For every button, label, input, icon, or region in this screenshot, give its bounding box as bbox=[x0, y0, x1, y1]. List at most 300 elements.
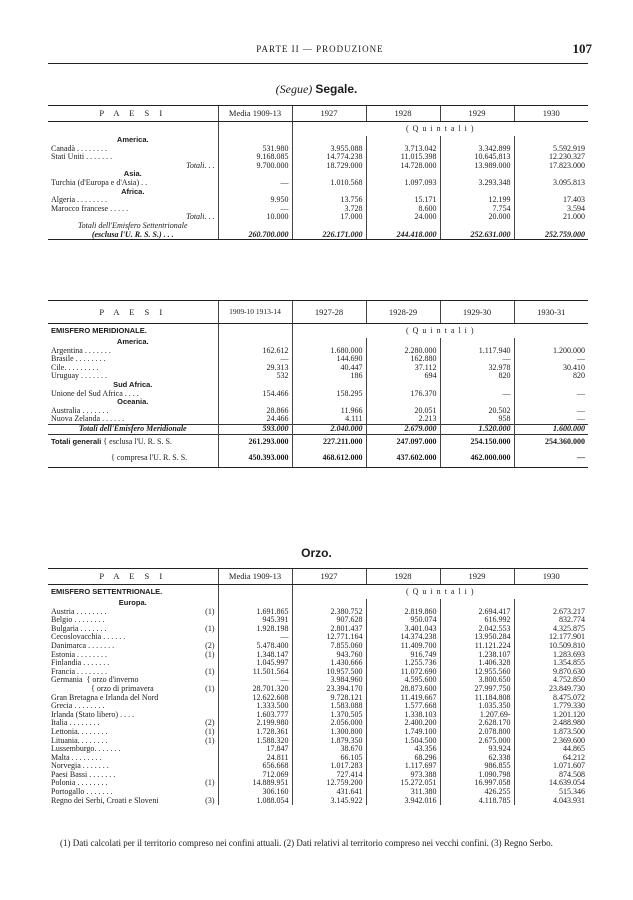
blank bbox=[218, 136, 292, 145]
cell-value: 1.088.054 bbox=[218, 797, 292, 806]
blank bbox=[218, 324, 292, 339]
cell-value: 2.673.217 bbox=[514, 608, 588, 617]
cell-value: 10.957.500 bbox=[292, 668, 366, 677]
row-label: Brasile . . . . . . . . bbox=[51, 355, 106, 364]
row-label: Totali. . . bbox=[186, 213, 215, 222]
group-label: America. bbox=[116, 338, 149, 346]
table-row bbox=[48, 711, 588, 720]
table-row bbox=[48, 398, 588, 407]
cell-value: — bbox=[218, 205, 292, 214]
cell-value: 2.400.200 bbox=[366, 719, 440, 728]
cell-value: 11.966 bbox=[292, 407, 366, 416]
cell-value: 820 bbox=[514, 372, 588, 381]
note-ref: (2) bbox=[205, 641, 215, 650]
cell-value: 1.200.000 bbox=[514, 347, 588, 356]
cell-value: 426.255 bbox=[440, 788, 514, 797]
header-row bbox=[48, 301, 588, 324]
row-label: Uruguay . . . . . . . bbox=[51, 372, 107, 381]
note-ref: (1) bbox=[205, 650, 215, 659]
cell-value: — bbox=[440, 390, 514, 399]
cell-value: 616.992 bbox=[440, 616, 514, 625]
table-row bbox=[48, 153, 588, 162]
cell-value: 1.097.093 bbox=[366, 179, 440, 188]
header-title: PARTE II — PRODUZIONE bbox=[256, 44, 384, 54]
row-label: Argentina . . . . . . . bbox=[51, 346, 111, 355]
table-row bbox=[48, 788, 588, 797]
blank bbox=[440, 188, 514, 197]
row-label bbox=[48, 676, 198, 685]
blank bbox=[366, 381, 440, 390]
cell-value: 7.754 bbox=[440, 205, 514, 214]
cell-value: 1.370.505 bbox=[292, 711, 366, 720]
column-header: 1909-10 1913-14 bbox=[218, 301, 292, 324]
cell-value: 2.801.437 bbox=[292, 625, 366, 634]
cell-value: 656.668 bbox=[218, 762, 292, 771]
cell-value: 28.866 bbox=[218, 407, 292, 416]
cell-value: — bbox=[218, 633, 292, 642]
cell-value: 3.942.016 bbox=[366, 797, 440, 806]
cell-value: 28.701.320 bbox=[218, 685, 292, 694]
row-label: Italia . . . . . . . . bbox=[51, 719, 100, 728]
table-row bbox=[48, 355, 588, 364]
cell-value: 227.211.000 bbox=[292, 434, 366, 451]
cell-value: 532 bbox=[218, 372, 292, 381]
cell-value: 11.121.224 bbox=[440, 642, 514, 651]
note-ref bbox=[198, 754, 218, 763]
blank bbox=[514, 398, 588, 407]
cell-value: 1.071.607 bbox=[514, 762, 588, 771]
cell-value: 30.410 bbox=[514, 364, 588, 373]
column-header: 1927-28 bbox=[292, 301, 366, 324]
cell-value: 1.017.283 bbox=[292, 762, 366, 771]
cell-value: 462.000.000 bbox=[440, 451, 514, 468]
table-row bbox=[48, 754, 588, 763]
blank bbox=[514, 381, 588, 390]
row-label: Stati Uniti . . . . . . . bbox=[51, 153, 113, 162]
table-row bbox=[48, 616, 588, 625]
row-label: Nuova Zelanda . . . . . . bbox=[51, 415, 125, 424]
cell-value: 1.749.100 bbox=[366, 728, 440, 737]
row-label: Totali dell'Emisfero Meridionale bbox=[48, 424, 218, 434]
cell-value: 2.675.000 bbox=[440, 737, 514, 746]
cell-value: 11.501.564 bbox=[218, 668, 292, 677]
cell-value: 66.105 bbox=[292, 754, 366, 763]
table-row bbox=[48, 390, 588, 399]
row-label: Gran Bretagna e Irlanda del Nord bbox=[51, 693, 159, 702]
cell-value: 306.160 bbox=[218, 788, 292, 797]
row-label: Totali. . . bbox=[186, 161, 215, 170]
row-label: Lussemburgo. . . . . . . bbox=[51, 745, 121, 754]
row-label: Lituania. . . . . . . . bbox=[51, 736, 108, 745]
cell-value: 1.045.997 bbox=[218, 659, 292, 668]
blank bbox=[440, 338, 514, 347]
blank bbox=[218, 222, 292, 231]
blank bbox=[514, 222, 588, 231]
cell-value: 247.097.000 bbox=[366, 434, 440, 451]
cell-value: 24.811 bbox=[218, 754, 292, 763]
cell-value: 4.752.850 bbox=[514, 676, 588, 685]
cell-value: 176.370 bbox=[366, 390, 440, 399]
cell-value: 1.504.500 bbox=[366, 737, 440, 746]
cell-value: 1.779.330 bbox=[514, 702, 588, 711]
cell-value: — bbox=[218, 355, 292, 364]
cell-value: 943.760 bbox=[292, 651, 366, 660]
row-label: Lettonia. . . . . . . . bbox=[51, 727, 108, 736]
cell-value: 2.694.417 bbox=[440, 608, 514, 617]
row-label: Grecia . . . . . . . . bbox=[51, 702, 105, 711]
cell-value: 244.418.000 bbox=[366, 231, 440, 240]
blank bbox=[440, 599, 514, 608]
table-row bbox=[48, 451, 588, 468]
column-header: 1929-30 bbox=[440, 301, 514, 324]
footnote: (1) Dati calcolati per il territorio compreso nei confini attuali. (2) Dati relativi al territorio compreso nei vecchi confini. (3) Regno Serbo. bbox=[60, 838, 553, 848]
table-row bbox=[48, 599, 588, 608]
cell-value: 916.749 bbox=[366, 651, 440, 660]
cell-value: 254.150.000 bbox=[440, 434, 514, 451]
cell-value: 1.600.000 bbox=[514, 424, 588, 434]
cell-value: 2.628.170 bbox=[440, 719, 514, 728]
cell-value: 2.679.000 bbox=[366, 424, 440, 434]
cell-value: 11.072.690 bbox=[366, 668, 440, 677]
cell-value: 5.592.919 bbox=[514, 145, 588, 154]
cell-value: 1.238.107 bbox=[440, 651, 514, 660]
cell-value: 820 bbox=[440, 372, 514, 381]
cell-value: 3.342.899 bbox=[440, 145, 514, 154]
country-label: Germania bbox=[51, 676, 83, 685]
title-prefix: (Segue) bbox=[275, 82, 313, 96]
note-ref bbox=[198, 702, 218, 711]
blank bbox=[218, 338, 292, 347]
note-ref bbox=[198, 711, 218, 720]
cell-value: 712.069 bbox=[218, 771, 292, 780]
note-ref: (2) bbox=[205, 719, 215, 728]
cell-value: 64.212 bbox=[514, 754, 588, 763]
cell-value: — bbox=[514, 407, 588, 416]
blank bbox=[514, 170, 588, 179]
cell-value: 1.879.350 bbox=[292, 737, 366, 746]
cell-value: 2.280.000 bbox=[366, 347, 440, 356]
cell-value: 162.880 bbox=[366, 355, 440, 364]
cell-value: 9.950 bbox=[218, 196, 292, 205]
cell-value: 23.849.730 bbox=[514, 685, 588, 694]
cell-value: 11.419.667 bbox=[366, 694, 440, 703]
cell-value: 3.594 bbox=[514, 205, 588, 214]
note-ref bbox=[198, 762, 218, 771]
blank bbox=[440, 222, 514, 231]
cell-value: 3.713.042 bbox=[366, 145, 440, 154]
note-ref: (1) bbox=[205, 607, 215, 616]
cell-value: 28.873.600 bbox=[366, 685, 440, 694]
note-ref: (1) bbox=[205, 684, 215, 693]
unit-label: ( Q u i n t a l i ) bbox=[292, 585, 588, 600]
table-row bbox=[48, 213, 588, 222]
blank bbox=[514, 338, 588, 347]
blank bbox=[366, 222, 440, 231]
cell-value: 252.631.000 bbox=[440, 231, 514, 240]
cell-value: 1.430.666 bbox=[292, 659, 366, 668]
cell-value: 907.628 bbox=[292, 616, 366, 625]
brace: { bbox=[111, 453, 117, 463]
cell-value: 4.595.600 bbox=[366, 676, 440, 685]
table-row bbox=[48, 170, 588, 179]
cell-value: 14.774.238 bbox=[292, 153, 366, 162]
cell-value: 4.111 bbox=[292, 415, 366, 424]
table-row bbox=[48, 372, 588, 381]
table-row bbox=[48, 737, 588, 746]
cell-value: 24.466 bbox=[218, 415, 292, 424]
cell-value: 986.855 bbox=[440, 762, 514, 771]
blank bbox=[292, 170, 366, 179]
cell-value: 2.819.860 bbox=[366, 608, 440, 617]
cell-value: 12.622.608 bbox=[218, 694, 292, 703]
table-row bbox=[48, 694, 588, 703]
blank bbox=[366, 188, 440, 197]
column-header: 1928-29 bbox=[366, 301, 440, 324]
cell-value: 2.380.752 bbox=[292, 608, 366, 617]
column-header: P A E S I bbox=[48, 106, 218, 122]
group-label: Sud Africa. bbox=[113, 380, 153, 389]
unit-row bbox=[48, 122, 588, 137]
cell-value: 15.171 bbox=[366, 196, 440, 205]
unit-row bbox=[48, 324, 588, 339]
cell-value: 17.000 bbox=[292, 213, 366, 222]
blank bbox=[218, 599, 292, 608]
cell-value: 2.042.553 bbox=[440, 625, 514, 634]
cell-value: 12.955.560 bbox=[440, 668, 514, 677]
cell-value: 154.466 bbox=[218, 390, 292, 399]
blank bbox=[366, 599, 440, 608]
table-row bbox=[48, 633, 588, 642]
column-header: 1929 bbox=[440, 569, 514, 585]
cell-value: 21.000 bbox=[514, 213, 588, 222]
blank bbox=[514, 136, 588, 145]
cell-value: 1.090.798 bbox=[440, 771, 514, 780]
cell-value: 945.391 bbox=[218, 616, 292, 625]
table-row bbox=[48, 196, 588, 205]
cell-value: 17.823.000 bbox=[514, 162, 588, 171]
cell-value: 226.171.000 bbox=[292, 231, 366, 240]
group-label: Africa. bbox=[121, 187, 145, 196]
row-label: Marocco francese . . . . . bbox=[51, 204, 129, 213]
cell-value: 2.040.000 bbox=[292, 424, 366, 434]
row-label: Turchia (d'Europa e d'Asia) . . bbox=[51, 178, 148, 187]
cell-value: 12.199 bbox=[440, 196, 514, 205]
cell-value: 9.168.085 bbox=[218, 153, 292, 162]
table-row bbox=[48, 728, 588, 737]
blank bbox=[292, 338, 366, 347]
column-header: 1930 bbox=[514, 569, 588, 585]
cell-value: — bbox=[514, 451, 588, 468]
cell-value: 186 bbox=[292, 372, 366, 381]
cell-value: 1.680.000 bbox=[292, 347, 366, 356]
column-header: 1930-31 bbox=[514, 301, 588, 324]
title-main: Segale. bbox=[315, 82, 358, 96]
cell-value: 11.409.700 bbox=[366, 642, 440, 651]
blank bbox=[292, 188, 366, 197]
table-row bbox=[48, 719, 588, 728]
blank bbox=[48, 122, 218, 137]
row-label: Cile. . . . . . . . . bbox=[51, 363, 99, 372]
cell-value: 1.348.147 bbox=[218, 651, 292, 660]
note-ref bbox=[198, 633, 218, 642]
table-row bbox=[48, 188, 588, 197]
column-header: 1929 bbox=[440, 106, 514, 122]
table-row bbox=[48, 347, 588, 356]
cell-value: 17.403 bbox=[514, 196, 588, 205]
row-label bbox=[48, 434, 218, 451]
row-label: Australia . . . . . . . bbox=[51, 406, 109, 415]
table-row bbox=[48, 685, 588, 694]
table-row bbox=[48, 762, 588, 771]
row-label: Finlandia . . . . . . . bbox=[51, 659, 110, 668]
cell-value: 7.855.060 bbox=[292, 642, 366, 651]
column-header: 1928 bbox=[366, 106, 440, 122]
cell-value: 4.043.931 bbox=[514, 797, 588, 806]
sub-label: compresa l'U. R. S. S. bbox=[116, 453, 188, 463]
cell-value: 1.010.568 bbox=[292, 179, 366, 188]
table-row bbox=[48, 642, 588, 651]
table-row bbox=[48, 407, 588, 416]
cell-value: 14.374.238 bbox=[366, 633, 440, 642]
cell-value: 10.509.810 bbox=[514, 642, 588, 651]
orzo-table bbox=[48, 568, 588, 805]
note-ref bbox=[198, 659, 218, 668]
table-row bbox=[48, 676, 588, 685]
merid-table bbox=[48, 300, 588, 468]
table-row bbox=[48, 231, 588, 240]
cell-value: 3.800.650 bbox=[440, 676, 514, 685]
table-row bbox=[48, 222, 588, 231]
sub-label: esclusa l'U. R. S. S. bbox=[109, 437, 172, 447]
cell-value: — bbox=[514, 390, 588, 399]
cell-value: 14.728.000 bbox=[366, 162, 440, 171]
cell-value: 2.369.600 bbox=[514, 737, 588, 746]
cell-value: 3.728 bbox=[292, 205, 366, 214]
header-row bbox=[48, 569, 588, 585]
blank bbox=[218, 381, 292, 390]
cell-value: 727.414 bbox=[292, 771, 366, 780]
cell-value: 1.035.350 bbox=[440, 702, 514, 711]
cell-value: 3.293.348 bbox=[440, 179, 514, 188]
note-ref: (1) bbox=[205, 779, 215, 788]
row-label: Malta . . . . . . . . bbox=[51, 753, 102, 762]
orzo-title bbox=[0, 546, 633, 561]
row-label: Regno dei Serbi, Croati e Sloveni bbox=[51, 796, 159, 805]
cell-value: — bbox=[218, 676, 292, 685]
cell-value: 450.393.000 bbox=[218, 451, 292, 468]
cell-value: 43.356 bbox=[366, 745, 440, 754]
cell-value: 1.300.800 bbox=[292, 728, 366, 737]
cell-value: 68.296 bbox=[366, 754, 440, 763]
cell-value: 973.388 bbox=[366, 771, 440, 780]
page-number: 107 bbox=[572, 41, 592, 56]
cell-value: 20.051 bbox=[366, 407, 440, 416]
cell-value: 93.924 bbox=[440, 745, 514, 754]
blank bbox=[440, 170, 514, 179]
row-label: Canadà . . . . . . . . bbox=[51, 144, 107, 153]
cell-value: 29.313 bbox=[218, 364, 292, 373]
column-header: 1930 bbox=[514, 106, 588, 122]
blank bbox=[292, 381, 366, 390]
note-ref bbox=[198, 788, 218, 797]
table-row bbox=[48, 779, 588, 788]
row-label: Totali dell'Emisfero Settentrionale bbox=[77, 221, 188, 230]
blank bbox=[292, 136, 366, 145]
cell-value: 261.293.000 bbox=[218, 434, 292, 451]
cell-value: 1.928.198 bbox=[218, 625, 292, 634]
cell-value: 9.700.000 bbox=[218, 162, 292, 171]
note-ref: (1) bbox=[205, 727, 215, 736]
cell-value: 2.488.980 bbox=[514, 719, 588, 728]
blank bbox=[218, 122, 292, 137]
note-ref: (1) bbox=[205, 624, 215, 633]
column-header: P A E S I bbox=[48, 569, 218, 585]
cell-value: 18.729.000 bbox=[292, 162, 366, 171]
cell-value: 15.272.051 bbox=[366, 779, 440, 788]
unit-label: ( Q u i n t a l i ) bbox=[292, 122, 588, 137]
row-label: Polonia . . . . . . . . bbox=[51, 779, 108, 788]
cell-value: 437.602.000 bbox=[366, 451, 440, 468]
cell-value: 874.508 bbox=[514, 771, 588, 780]
cell-value: 1.691.865 bbox=[218, 608, 292, 617]
table-row bbox=[48, 659, 588, 668]
cell-value: 1.117.697 bbox=[366, 762, 440, 771]
blank bbox=[218, 398, 292, 407]
cell-value: 13.950.284 bbox=[440, 633, 514, 642]
note-ref: (1) bbox=[205, 667, 215, 676]
cell-value: 1.338.103 bbox=[366, 711, 440, 720]
cell-value: 1.117.940 bbox=[440, 347, 514, 356]
table-row bbox=[48, 338, 588, 347]
table-row bbox=[48, 625, 588, 634]
cell-value: 44.865 bbox=[514, 745, 588, 754]
cell-value: 1.583.088 bbox=[292, 702, 366, 711]
cell-value: 1.354.855 bbox=[514, 659, 588, 668]
cell-value: 593.000 bbox=[218, 424, 292, 434]
group-label: America. bbox=[116, 136, 149, 144]
table-row bbox=[48, 424, 588, 434]
note-ref: (3) bbox=[205, 796, 215, 805]
blank bbox=[366, 338, 440, 347]
cell-value: 32.978 bbox=[440, 364, 514, 373]
section-title: EMISFERO MERIDIONALE. bbox=[51, 325, 147, 335]
note-ref bbox=[198, 694, 218, 703]
table-row bbox=[48, 364, 588, 373]
row-label: Bulgaria . . . . . . . bbox=[51, 624, 107, 633]
column-header: 1927 bbox=[292, 106, 366, 122]
blank bbox=[440, 398, 514, 407]
cell-value: 515.346 bbox=[514, 788, 588, 797]
blank bbox=[514, 188, 588, 197]
cell-value: 2.056.000 bbox=[292, 719, 366, 728]
cell-value: 158.295 bbox=[292, 390, 366, 399]
sub-label: { orzo di primavera bbox=[91, 684, 154, 693]
cell-value: 37.112 bbox=[366, 364, 440, 373]
cell-value: 17.847 bbox=[218, 745, 292, 754]
cell-value: 468.612.000 bbox=[292, 451, 366, 468]
brace: { bbox=[101, 437, 110, 447]
sub-label: { orzo d'inverno bbox=[86, 676, 139, 685]
cell-value: 11.184.808 bbox=[440, 694, 514, 703]
header-row bbox=[48, 106, 588, 122]
cell-value: 1.588.320 bbox=[218, 737, 292, 746]
table-row bbox=[48, 415, 588, 424]
cell-value: 1.283.693 bbox=[514, 651, 588, 660]
cell-value: — bbox=[514, 415, 588, 424]
cell-value: 1.520.000 bbox=[440, 424, 514, 434]
blank bbox=[292, 398, 366, 407]
cell-value: 311.380 bbox=[366, 788, 440, 797]
